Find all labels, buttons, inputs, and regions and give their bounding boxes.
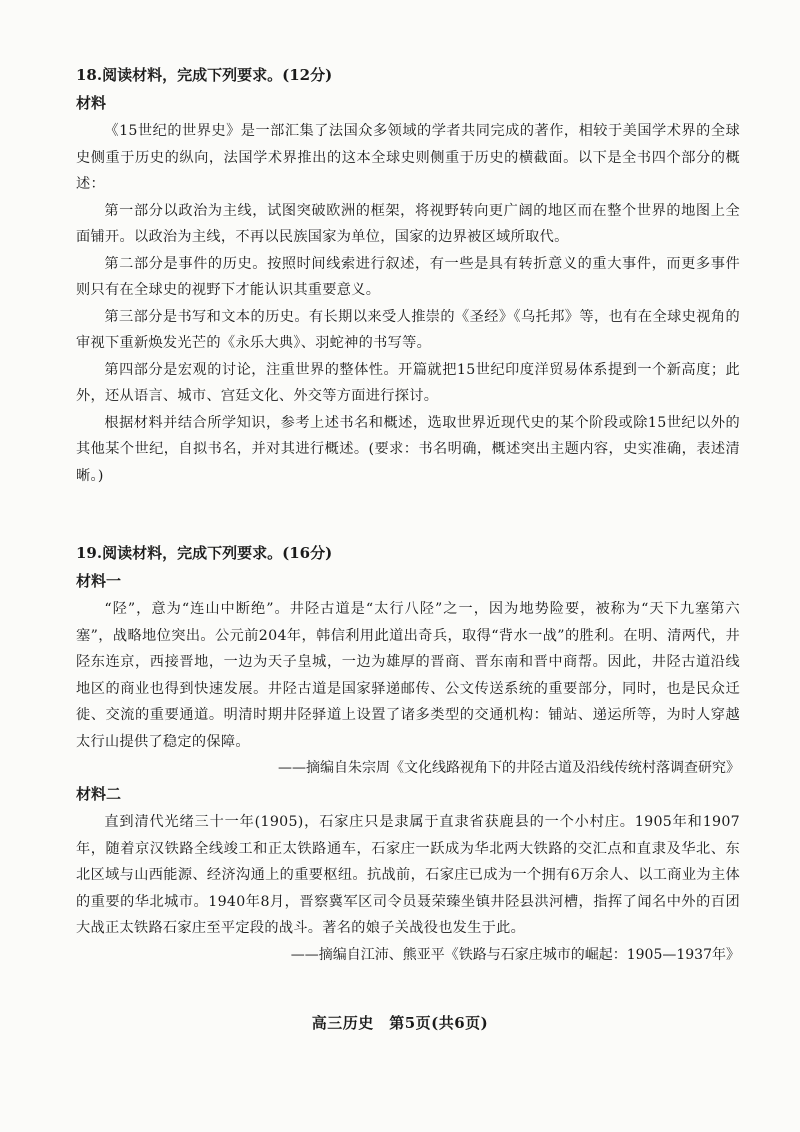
q18-question-prompt: 根据材料并结合所学知识，参考上述书名和概述，选取世界近现代史的某个阶段或除15世纪以外的其他某个世纪，自拟书名，并对其进行概述。(要求：书名明确，概述突出主题内容，史实准确，表述清晰。) [76,414,740,484]
material-2-source: ——摘编自江沛、熊亚平《铁路与石家庄城市的崛起：1905—1937年》 [290,946,740,963]
q18-paragraph-part4: 第四部分是宏观的讨论，注重世界的整体性。开篇就把15世纪印度洋贸易体系提到一个新高度；此外，还从语言、城市、宫廷文化、外交等方面进行探讨。 [76,361,740,404]
q18-paragraph-part1: 第一部分以政治为主线，试图突破欧洲的框架，将视野转向更广阔的地区而在整个世界的地图上全面铺开。以政治为主线，不再以民族国家为单位，国家的边界被区域所取代。 [76,202,740,245]
question-19-title: 19.阅读材料，完成下列要求。(16分) [76,544,333,562]
question-18 [76,64,740,489]
q18-paragraph-part3: 第三部分是书写和文本的历史。有长期以来受人推崇的《圣经》《乌托邦》等，也有在全球史视角的审视下重新焕发光芒的《永乐大典》、羽蛇神的书写等。 [76,308,740,351]
q18-paragraph-part2: 第二部分是事件的历史。按照时间线索进行叙述，有一些是具有转折意义的重大事件，而更多事件则只有在全球史的视野下才能认识其重要意义。 [76,255,740,298]
material-1-source: ——摘编自朱宗周《文化线路视角下的井陉古道及沿线传统村落调查研究》 [278,760,740,776]
material-2-text: 直到清代光绪三十一年(1905)，石家庄只是隶属于直隶省获鹿县的一个小村庄。1905年和1907年，随着京汉铁路全线竣工和正太铁路通车，石家庄一跃成为华北两大铁路的交汇点和直隶及华北、东北区域与山西能源、经济沟通上的重要枢纽。抗战前，石家庄已成为一个拥有6万余人、以工商业为主体的重要的华北城市。1940年8月，晋察冀军区司令员聂荣臻坐镇井陉县洪河槽，指挥了闻名中外的百团大战正太铁路石家庄至平定段的战斗。著名的娘子关战役也发生于此。 [76,814,740,936]
material-label: 材料 [76,94,107,112]
material-1-label: 材料一 [76,572,122,590]
page-footer: 高三历史 第5页(共6页) [311,1014,489,1032]
material-2-label: 材料二 [76,785,122,803]
question-19 [76,542,740,968]
q18-paragraph-intro: 《15世纪的世界史》是一部汇集了法国众多领域的学者共同完成的著作，相较于美国学术界的全球史侧重于历史的纵向，法国学术界推出的这本全球史则侧重于历史的横截面。以下是全书四个部分的概述： [76,123,740,192]
question-18-title: 18.阅读材料，完成下列要求。(12分) [76,66,333,84]
material-1-text: “陉”，意为“连山中断绝”。井陉古道是“太行八陉”之一，因为地势险要，被称为“天下九塞第六塞”，战略地位突出。公元前204年，韩信利用此道出奇兵，取得“背水一战”的胜利。在明、清两代，井陉东连京，西接晋地，一边为天子皇城，一边为雄厚的晋商、晋东南和晋中商帮。因此，井陉古道沿线地区的商业也得到快速发展。井陉古道是国家驿递邮传、公文传送系统的重要部分，同时，也是民众迁徙、交流的重要通道。明清时期井陉驿道上设置了诸多类型的交通机构：铺站、递运所等，为时人穿越太行山提供了稳定的保障。 [76,601,740,750]
